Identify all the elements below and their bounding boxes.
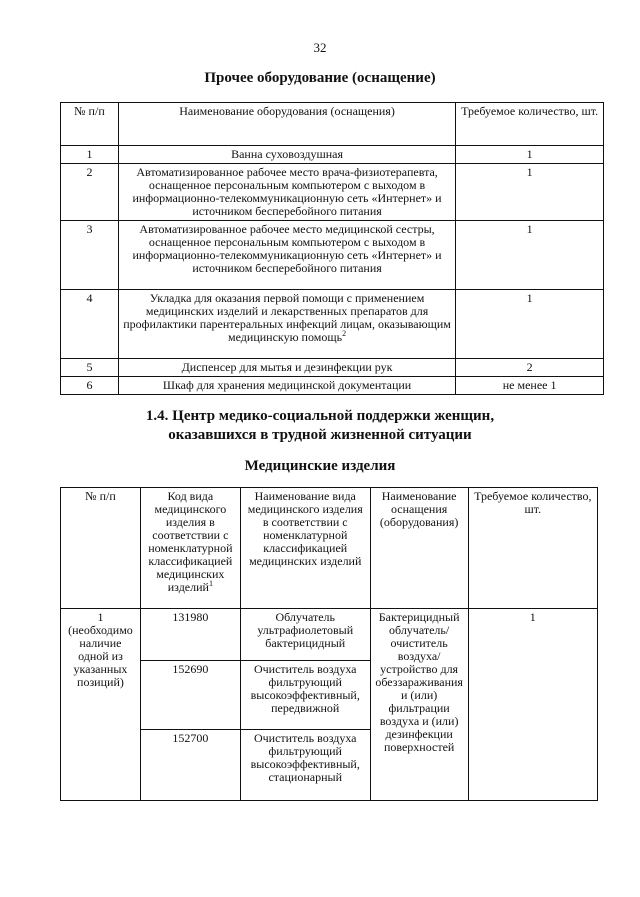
item-name: Облучатель ультрафиолетовый бактерицидный	[240, 609, 370, 661]
row-qty: 1	[456, 221, 604, 290]
row-qty: 1	[456, 290, 604, 359]
footnote-mark: 1	[208, 579, 213, 588]
row-qty: не менее 1	[456, 377, 604, 395]
table-header-row	[61, 488, 598, 609]
header-num: № п/п	[61, 103, 119, 146]
table-row	[61, 290, 604, 359]
header-equipment: Наименование оснащения (оборудования)	[370, 488, 468, 609]
header-code	[140, 488, 240, 609]
table-row	[61, 609, 598, 661]
item-code: 152700	[140, 730, 240, 801]
medical-devices-table	[60, 487, 598, 801]
table-row	[61, 221, 604, 290]
section-title-medical-devices: Медицинские изделия	[244, 458, 396, 474]
row-name: Шкаф для хранения медицинской документации	[118, 377, 455, 395]
row-name: Автоматизированное рабочее место врача-физиотерапевта, оснащенное персональным компьютером с выходом в информационно-телекоммуникационную сеть «Интернет» и источником бесперебойного питания	[118, 164, 455, 221]
table-row	[61, 359, 604, 377]
other-equipment-table	[60, 102, 604, 395]
header-code-text: Код вида медицинского изделия в соответствии с номенклатурной классификацией медицинских изделий	[148, 489, 233, 594]
group-num: 1 (необходимо наличие одной из указанных позиций)	[61, 609, 141, 801]
row-name: Диспенсер для мытья и дезинфекции рук	[118, 359, 455, 377]
header-qty: Требуемое количество, шт.	[456, 103, 604, 146]
row-num: 5	[61, 359, 119, 377]
row-qty: 1	[456, 146, 604, 164]
item-code: 152690	[140, 661, 240, 730]
row-name-text: Укладка для оказания первой помощи с применением медицинских изделий и лекарственных препаратов для профилактики парентеральных инфекций лицам, оказывающим медицинскую помощь	[123, 291, 451, 344]
row-name: Автоматизированное рабочее место медицинской сестры, оснащенное персональным компьютером с выходом в информационно-телекоммуникационную сеть «Интернет» и источником бесперебойного питания	[118, 221, 455, 290]
row-num: 3	[61, 221, 119, 290]
table-row	[61, 164, 604, 221]
row-num: 6	[61, 377, 119, 395]
section-title-other-equipment: Прочее оборудование (оснащение)	[204, 70, 436, 86]
group-qty: 1	[468, 609, 597, 801]
section-title-line1: 1.4. Центр медико-социальной поддержки женщин,	[145, 408, 495, 424]
group-equipment: Бактерицидный облучатель/ очиститель воздуха/ устройство для обеззараживания и (или) фильтрации воздуха и (или) дезинфекции поверхностей	[370, 609, 468, 801]
header-qty: Требуемое количество, шт.	[468, 488, 597, 609]
row-qty: 2	[456, 359, 604, 377]
row-num: 4	[61, 290, 119, 359]
row-name: Ванна суховоздушная	[118, 146, 455, 164]
table-row	[61, 146, 604, 164]
section-title-line2: оказавшихся в трудной жизненной ситуации	[168, 427, 472, 443]
header-name: Наименование оборудования (оснащения)	[118, 103, 455, 146]
row-num: 2	[61, 164, 119, 221]
row-name	[118, 290, 455, 359]
page-number: 32	[313, 40, 327, 55]
row-num: 1	[61, 146, 119, 164]
header-kind-name: Наименование вида медицинского изделия в соответствии с номенклатурной классификацией медицинских изделий	[240, 488, 370, 609]
item-name: Очиститель воздуха фильтрующий высокоэффективный, передвижной	[240, 661, 370, 730]
table-row	[61, 377, 604, 395]
item-name: Очиститель воздуха фильтрующий высокоэффективный, стационарный	[240, 730, 370, 801]
footnote-mark: 2	[342, 329, 347, 338]
section-title-center	[0, 407, 640, 445]
row-qty: 1	[456, 164, 604, 221]
table-header-row	[61, 103, 604, 146]
item-code: 131980	[140, 609, 240, 661]
header-num: № п/п	[61, 488, 141, 609]
